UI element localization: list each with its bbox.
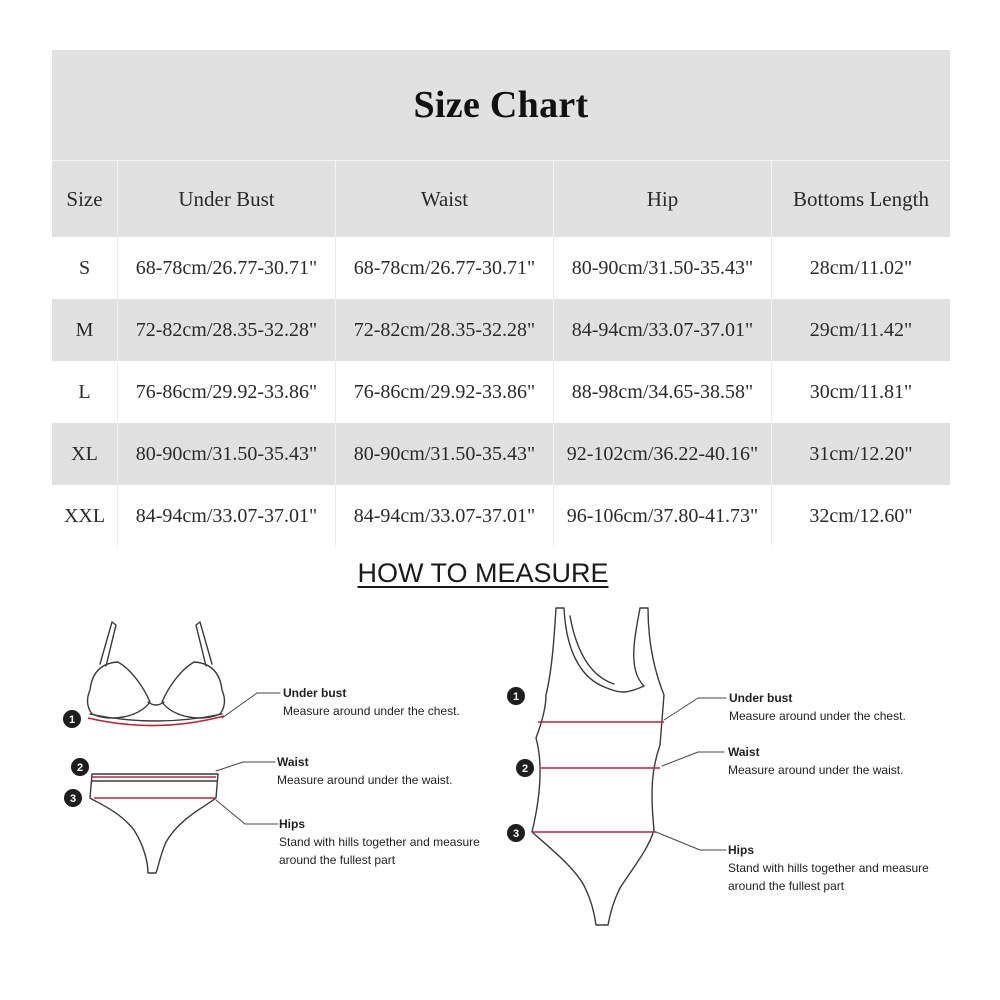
label-desc: Stand with hills together and measure xyxy=(279,835,480,849)
label-desc: Measure around under the waist. xyxy=(277,773,453,787)
waist-cell: 80-90cm/31.50-35.43" xyxy=(336,423,554,485)
under-bust-cell: 84-94cm/33.07-37.01" xyxy=(118,485,336,547)
size-cell: M xyxy=(52,299,118,361)
label-desc: Measure around under the chest. xyxy=(283,704,460,718)
bikini-hips-label xyxy=(279,815,480,869)
size-cell: S xyxy=(52,237,118,299)
column-header-size: Size xyxy=(52,161,118,237)
waist-cell: 84-94cm/33.07-37.01" xyxy=(336,485,554,547)
marker-label: 3 xyxy=(69,793,77,805)
label-desc: Measure around under the chest. xyxy=(729,709,906,723)
hip-cell: 96-106cm/37.80-41.73" xyxy=(554,485,772,547)
hip-cell: 80-90cm/31.50-35.43" xyxy=(554,237,772,299)
swimsuit-waist-label xyxy=(728,743,903,779)
marker-label: 2 xyxy=(76,762,84,774)
label-title: Waist xyxy=(728,745,760,759)
under-bust-cell: 68-78cm/26.77-30.71" xyxy=(118,237,336,299)
bottoms-length-cell: 29cm/11.42" xyxy=(772,299,950,361)
label-desc: around the fullest part xyxy=(279,853,396,867)
bottoms-length-cell: 32cm/12.60" xyxy=(772,485,950,547)
bottoms-length-cell: 31cm/12.20" xyxy=(772,423,950,485)
size-cell: XL xyxy=(52,423,118,485)
label-desc: Measure around under the waist. xyxy=(728,763,904,777)
hip-cell: 92-102cm/36.22-40.16" xyxy=(554,423,772,485)
bottoms-length-cell: 30cm/11.81" xyxy=(772,361,950,423)
column-header-bottoms-length: Bottoms Length xyxy=(772,161,950,237)
column-header-waist: Waist xyxy=(336,161,554,237)
waist-cell: 72-82cm/28.35-32.28" xyxy=(336,299,554,361)
marker-label: 1 xyxy=(512,691,520,703)
size-cell: L xyxy=(52,361,118,423)
waist-cell: 76-86cm/29.92-33.86" xyxy=(336,361,554,423)
marker-label: 1 xyxy=(68,714,76,726)
size-cell: XXL xyxy=(52,485,118,547)
waist-cell: 68-78cm/26.77-30.71" xyxy=(336,237,554,299)
swimsuit-hips-label xyxy=(728,841,929,895)
marker-label: 2 xyxy=(521,763,529,775)
label-title: Under bust xyxy=(729,691,793,705)
swimsuit-illustration xyxy=(532,608,664,925)
under-bust-cell: 72-82cm/28.35-32.28" xyxy=(118,299,336,361)
column-header-under-bust: Under Bust xyxy=(118,161,336,237)
bikini-under-bust-label xyxy=(283,684,460,720)
bottoms-length-cell: 28cm/11.02" xyxy=(772,237,950,299)
column-header-hip: Hip xyxy=(554,161,772,237)
bikini-top-illustration xyxy=(88,622,225,721)
label-title: Under bust xyxy=(283,686,347,700)
hip-cell: 84-94cm/33.07-37.01" xyxy=(554,299,772,361)
under-bust-cell: 80-90cm/31.50-35.43" xyxy=(118,423,336,485)
bikini-waist-label xyxy=(277,753,452,789)
chart-title: Size Chart xyxy=(52,50,950,161)
label-desc: Stand with hills together and measure xyxy=(728,861,929,875)
label-title: Hips xyxy=(728,843,755,857)
swimsuit-under-bust-label xyxy=(729,689,906,725)
label-title: Waist xyxy=(277,755,309,769)
marker-label: 3 xyxy=(512,828,520,840)
label-desc: around the fullest part xyxy=(728,879,845,893)
bikini-bottom-illustration xyxy=(90,774,218,873)
under-bust-cell: 76-86cm/29.92-33.86" xyxy=(118,361,336,423)
label-title: Hips xyxy=(279,817,306,831)
how-to-measure-heading: HOW TO MEASURE xyxy=(357,558,609,588)
hip-cell: 88-98cm/34.65-38.58" xyxy=(554,361,772,423)
